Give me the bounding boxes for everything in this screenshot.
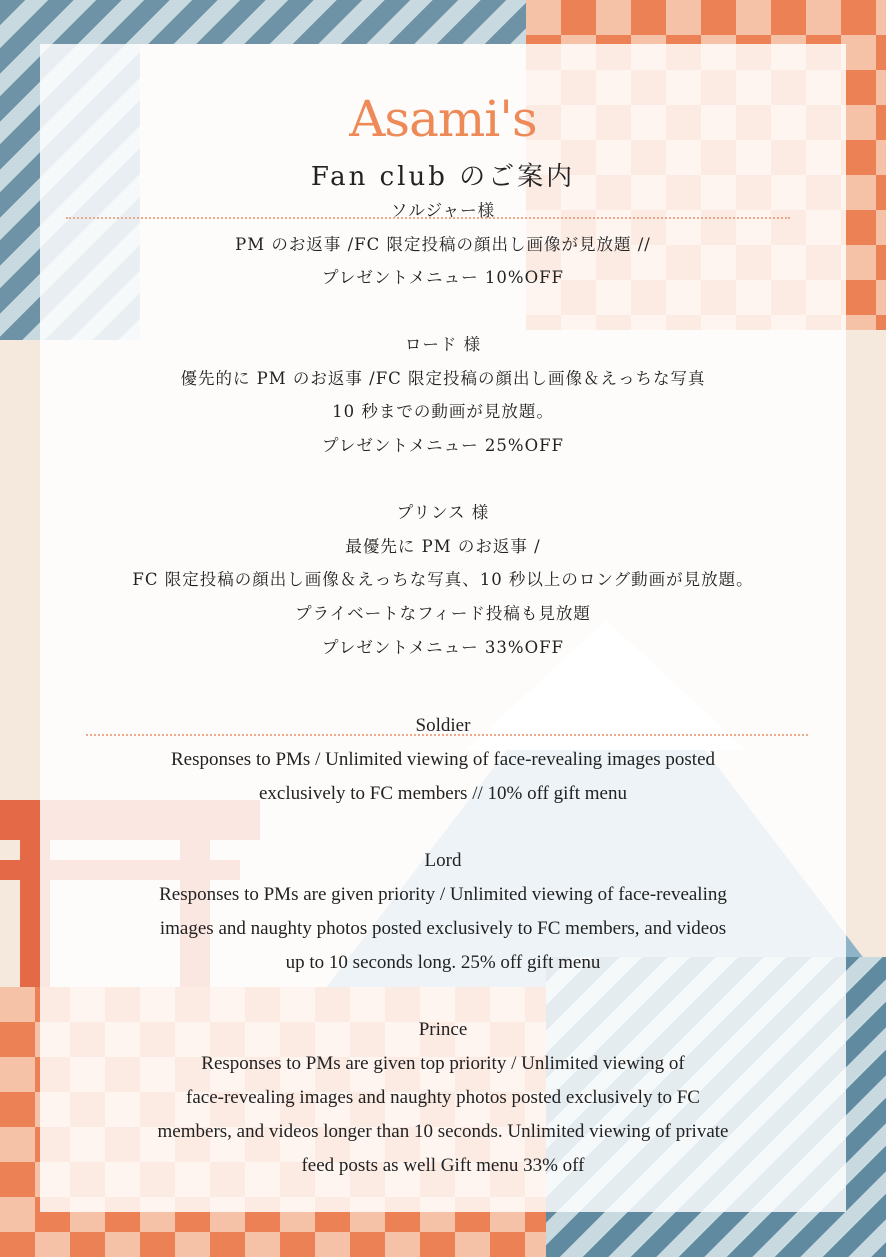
jp-tier-name: プリンス 様 <box>396 503 490 522</box>
jp-tier-soldier <box>40 194 846 295</box>
jp-tier-line: プライベートなフィード投稿も見放題 <box>295 604 591 624</box>
fan-club-card <box>40 44 846 1212</box>
en-tier-line: feed posts as well Gift menu 33% off <box>301 1155 585 1176</box>
jp-tier-prince <box>40 496 846 665</box>
en-tier-line: exclusively to FC members // 10% off gift menu <box>259 783 627 804</box>
jp-tier-line: FC 限定投稿の顔出し画像＆えっちな写真、10 秒以上のロング動画が見放題。 <box>132 570 754 590</box>
en-tier-line: Responses to PMs are given top priority / Unlimited viewing of <box>201 1053 685 1074</box>
en-tier-name: Soldier <box>415 715 471 736</box>
en-tier-line: up to 10 seconds long. 25% off gift menu <box>285 952 601 973</box>
en-tier-line: images and naughty photos posted exclusively to FC members, and videos <box>159 918 727 939</box>
en-tier-line: face-revealing images and naughty photos posted exclusively to FC <box>186 1087 700 1108</box>
jp-tier-line: プレゼントメニュー 25%OFF <box>321 436 565 456</box>
jp-tier-lord <box>40 328 846 463</box>
jp-tier-line: 優先的に PM のお返事 /FC 限定投稿の顔出し画像＆えっちな写真 <box>180 368 706 388</box>
en-tier-prince <box>40 1013 846 1183</box>
jp-tier-line: プレゼントメニュー 10%OFF <box>321 268 565 288</box>
jp-tier-name: ロード 様 <box>404 335 482 354</box>
jp-tier-name: ソルジャー様 <box>390 201 496 220</box>
jp-tier-line: プレゼントメニュー 33%OFF <box>321 637 565 657</box>
jp-tier-line: 10 秒までの動画が見放題。 <box>332 402 554 422</box>
en-tier-line: members, and videos longer than 10 seconds. Unlimited viewing of private <box>157 1121 729 1142</box>
en-tier-name: Lord <box>424 850 462 871</box>
brand-logo: Asami's <box>349 90 537 148</box>
en-tier-soldier <box>40 709 846 811</box>
en-tier-lord <box>40 844 846 980</box>
jp-tier-line: 最優先に PM のお返事 / <box>345 536 541 556</box>
page-title: Fan club のご案内 <box>310 162 576 192</box>
jp-tier-line: PM のお返事 /FC 限定投稿の顔出し画像が見放題 // <box>235 234 651 254</box>
en-tier-name: Prince <box>418 1019 468 1040</box>
en-tier-line: Responses to PMs / Unlimited viewing of face-revealing images posted <box>170 749 716 770</box>
en-tier-line: Responses to PMs are given priority / Unlimited viewing of face-revealing <box>159 884 727 905</box>
